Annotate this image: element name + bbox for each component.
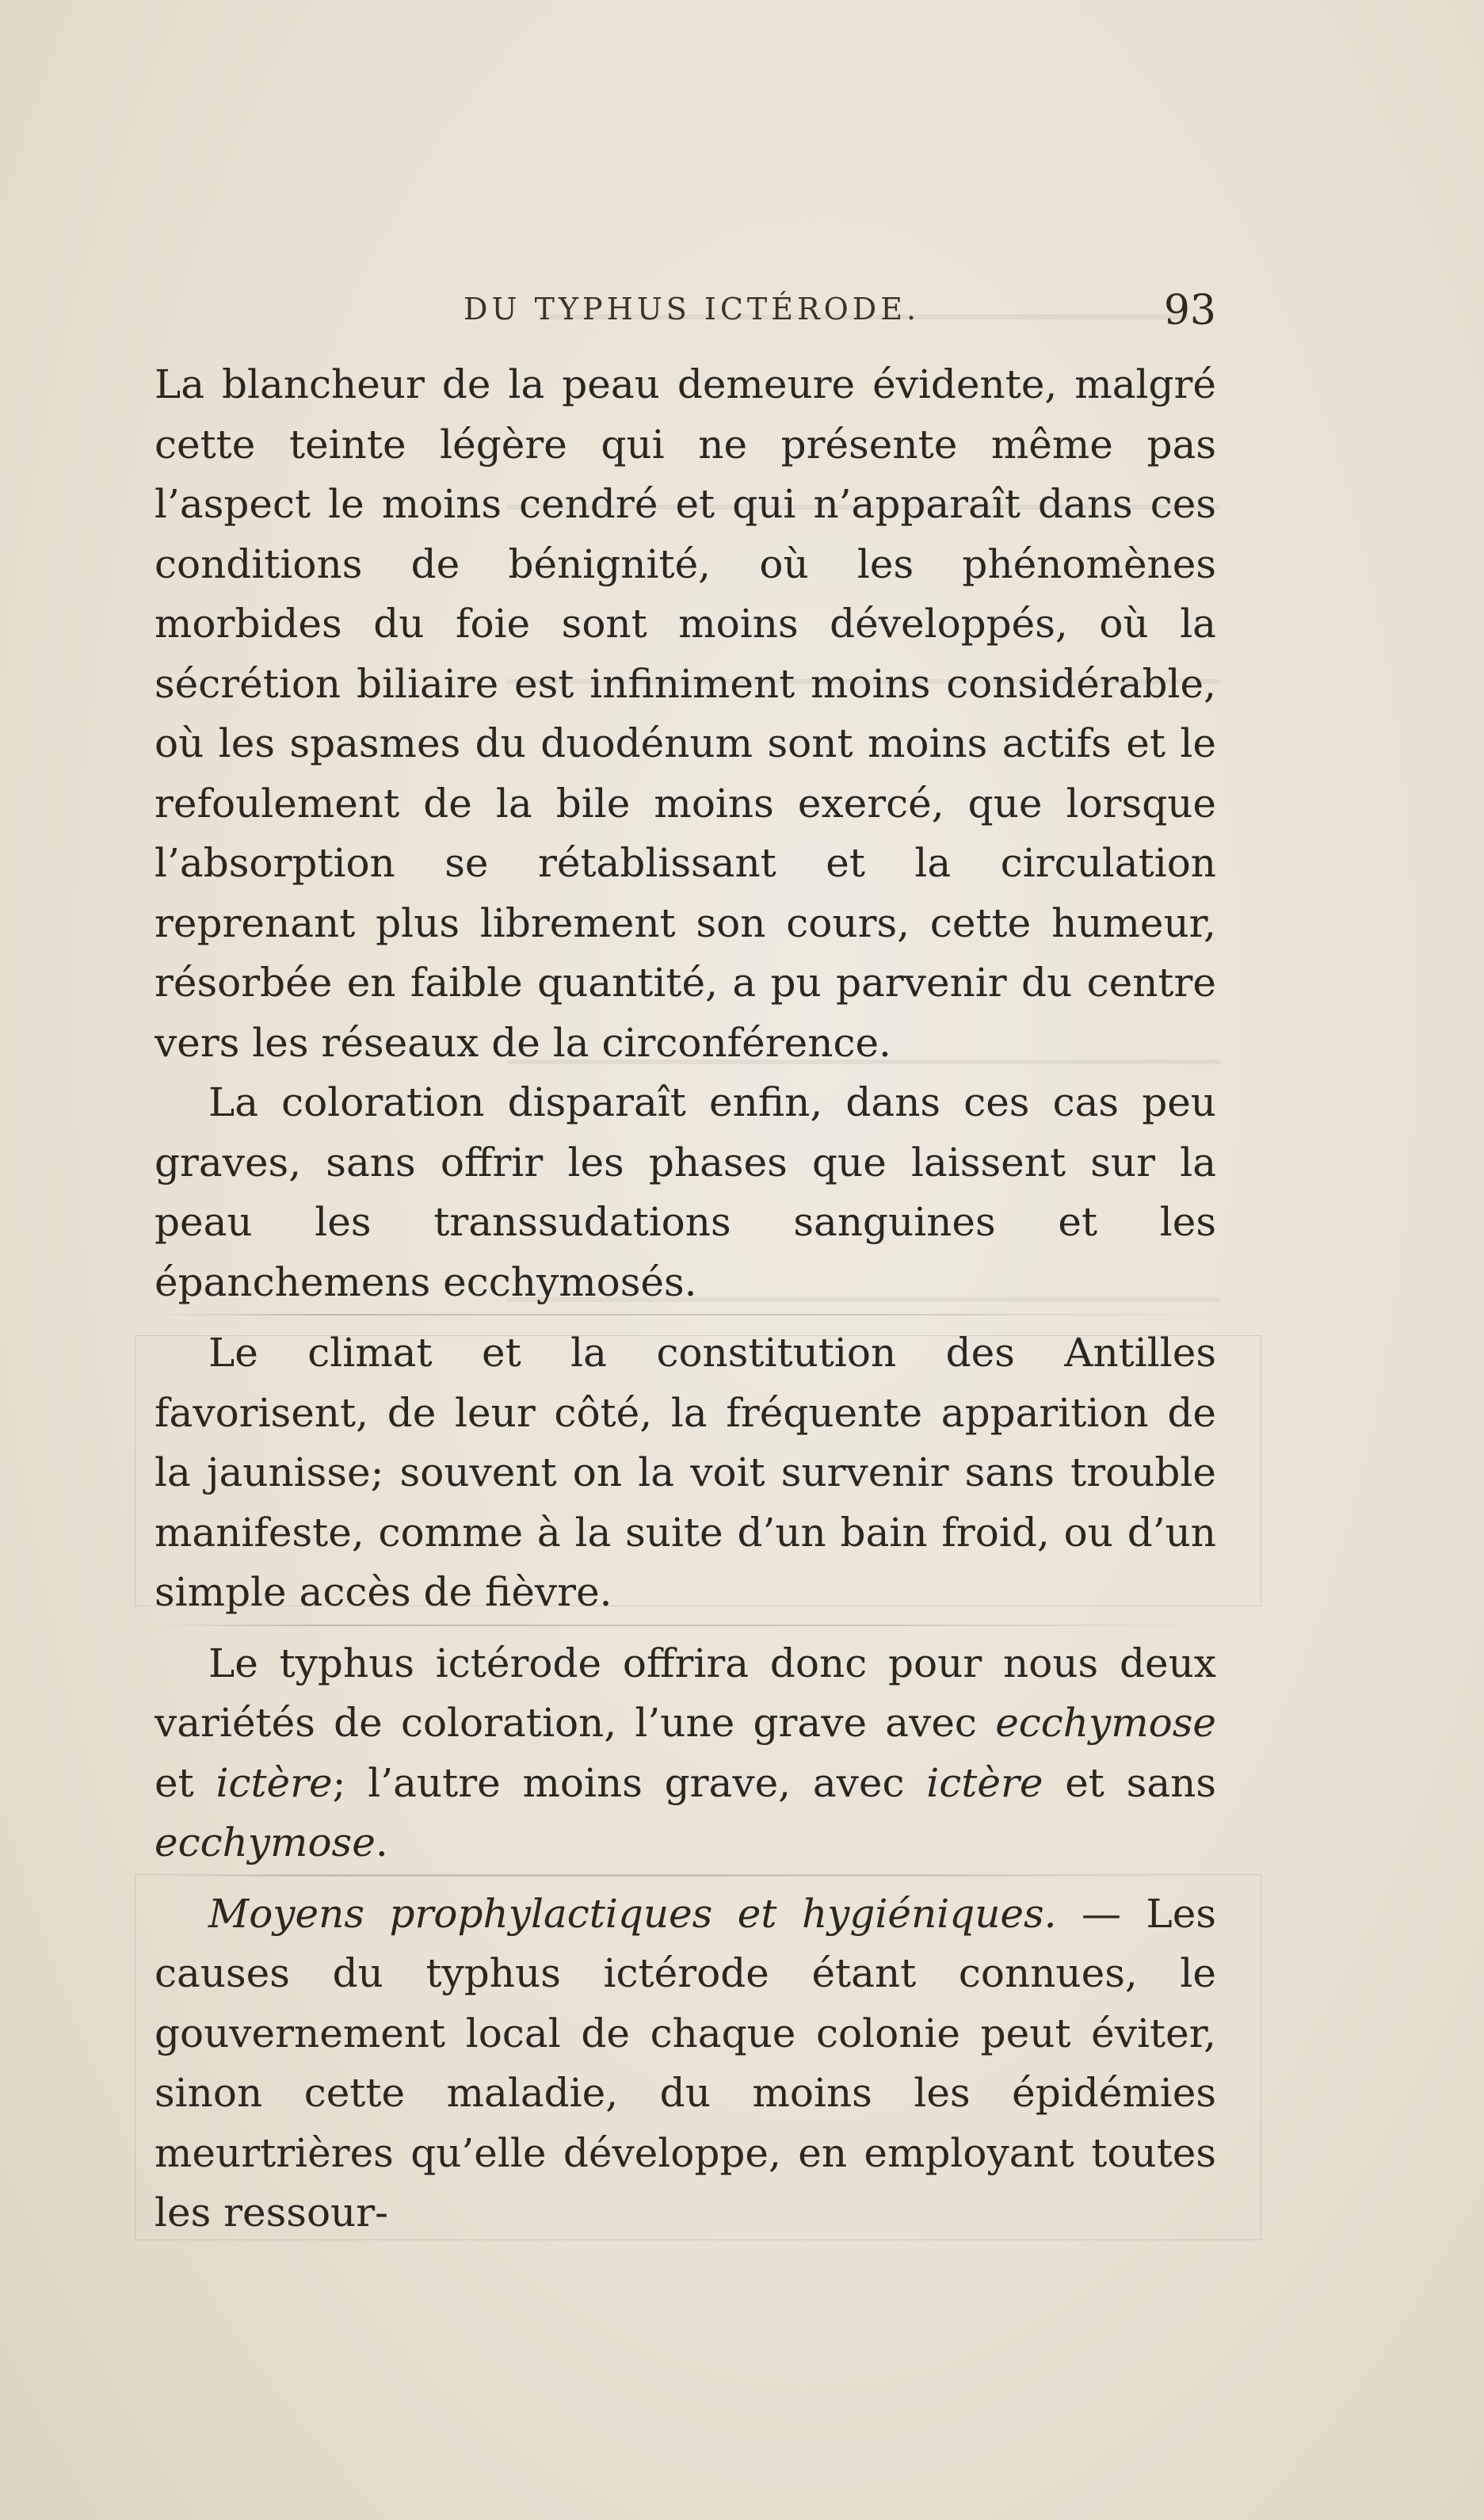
paste-divider-1 — [155, 1314, 1216, 1315]
paragraph-4-italic-ecchymose: ecchymose — [995, 1700, 1216, 1746]
paragraph-4-part: et — [155, 1759, 216, 1806]
paragraph-5-text: — Les causes du typhus ictérode étant connues, le gouvernement local de chaque colonie peut éviter, sinon cette maladie, du moins les épidémies meurtrières qu’elle développe, en employant toutes les ressour- — [155, 1890, 1216, 2236]
paragraph-4-part: . — [375, 1819, 388, 1865]
body-text — [155, 355, 1216, 2243]
page-number: 93 — [1163, 287, 1216, 334]
paste-divider-3 — [155, 1875, 1216, 1877]
page-header — [155, 287, 1216, 342]
paragraph-5 — [155, 1884, 1216, 2243]
paragraph-4-italic-ictere-2: ictère — [926, 1759, 1043, 1806]
section-heading-prophylaxis: Moyens prophylactiques et hygiéniques. — [208, 1890, 1057, 1937]
paragraph-4-part: ; l’autre moins grave, avec — [332, 1759, 927, 1806]
paragraph-4-italic-ictere: ictère — [216, 1759, 333, 1806]
paragraph-3: Le climat et la constitution des Antilles favorisent, de leur côté, la fréquente apparition de la jaunisse; souvent on la voit survenir sans trouble manifeste, comme à la suite d’un bain froid, ou d’un simple accès de fièvre. — [155, 1330, 1216, 1615]
paragraph-1: La blancheur de la peau demeure évidente, malgré cette teinte légère qui ne présente même pas l’aspect le moins cendré et qui n’apparaît dans ces conditions de bénignité, où les phénomènes morbides du foie sont moins développés, où la sécrétion biliaire est infiniment moins considérable, où les spasmes du duodénum sont moins actifs et le refoulement de la bile moins exercé, que lorsque l’absorption se rétablissant et la circulation reprenant plus librement son cours, cette humeur, résorbée en faible quantité, a pu parvenir du centre vers les réseaux de la circonférence. — [155, 361, 1216, 1066]
paste-divider-2 — [155, 1625, 1216, 1626]
running-title: DU TYPHUS ICTÉRODE. — [464, 292, 921, 326]
paragraph-4-italic-ecchymose-2: ecchymose — [155, 1819, 376, 1865]
paragraph-2: La coloration disparaît enfin, dans ces cas peu graves, sans offrir les phases que laissent sur la peau les transsudations sanguines et les épanchemens ecchymosés. — [155, 1079, 1216, 1305]
paragraph-4-part: et sans — [1043, 1759, 1216, 1806]
paragraph-4 — [155, 1634, 1216, 1873]
paragraph-4-part: Le typhus ictérode offrira donc pour nous deux variétés de coloration, l’une grave avec — [155, 1640, 1216, 1746]
